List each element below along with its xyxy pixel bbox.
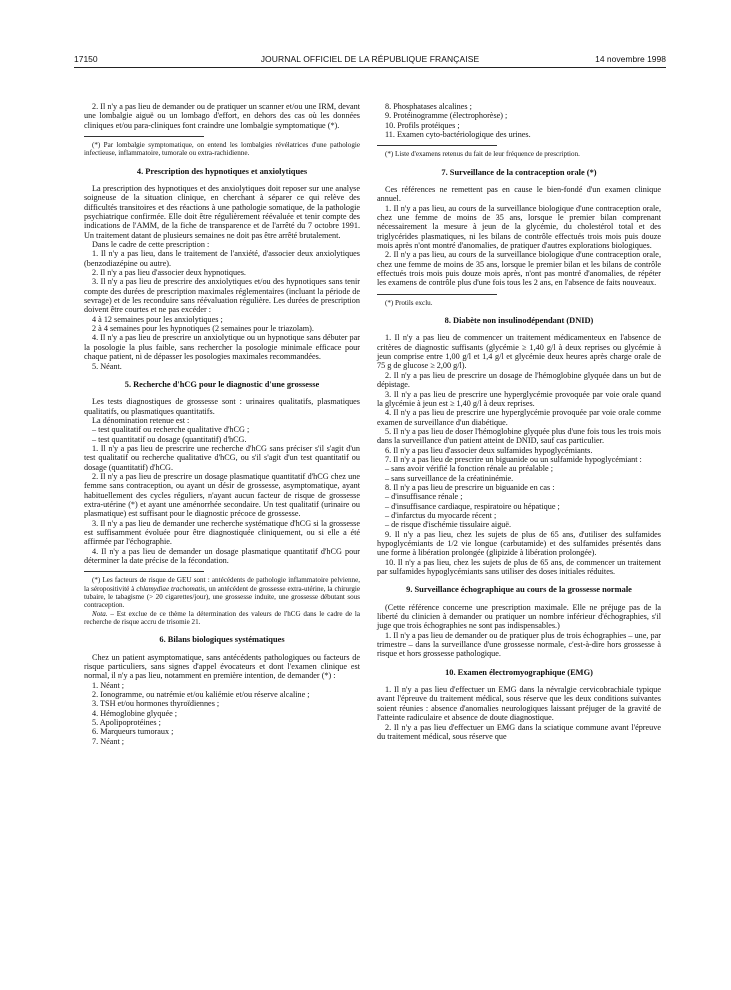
footnote-fragment: – Est exclue de ce thème la détermination des valeurs de l'hCG dans le cadre de la recherche de risque accru de trisomie 21. (84, 609, 360, 626)
list-item: 10. Profils protéiques ; (385, 120, 460, 130)
section-title: 6. Bilans biologiques systématiques (159, 635, 285, 645)
paragraph: 5. Néant. (92, 361, 122, 371)
section-title: 9. Surveillance échographique au cours de la grossesse normale (406, 585, 632, 595)
paragraph: 4 à 12 semaines pour les anxiolytiques ; (92, 314, 223, 324)
paragraph: – test qualitatif ou recherche qualitative d'hCG ; (92, 425, 250, 435)
paragraph: 8. Il n'y a pas lieu de prescrire un biguanide en cas : (385, 482, 555, 492)
footnote-text (84, 610, 360, 627)
paragraph: 9. Il n'y a pas lieu, chez les sujets de plus de 65 ans, d'utiliser des sulfamides hypoglycémiants de 1/2 vie longue (carbutamide) et des sulfamides présentés dans une forme à libération prolongée (glipizide à libération prolongée). (377, 529, 661, 558)
footnote-rule (84, 136, 204, 137)
paragraph: – de risque d'ischémie tissulaire aiguë. (385, 520, 512, 530)
section-title: 8. Diabète non insulinodépendant (DNID) (444, 316, 594, 326)
list-item: 7. Néant ; (92, 736, 125, 746)
paragraph: 1. Il n'y a pas lieu de prescrire une recherche d'hCG sans préciser s'il s'agit d'un test qualitatif ou recherche qualitative d'hCG, ou s'il s'agit d'un test quantitatif ou dosage (quantitatif) d'hCG. (84, 443, 360, 472)
footnote-italic: chlamydiae trachomatis (136, 584, 205, 593)
paragraph: Les tests diagnostiques de grossesse sont : urinaires qualitatifs, plasmatiques qualitatifs, ou plasmatiques quantitatifs. (84, 397, 360, 416)
paragraph: 1. Il n'y a pas lieu, dans le traitement de l'anxiété, d'associer deux anxiolytiques (benzodiazépine ou autre). (84, 249, 360, 268)
paragraph: Dans le cadre de cette prescription : (92, 240, 210, 250)
paragraph: 1. Il n'y a pas lieu, au cours de la surveillance biologique d'une contraception orale, chez une femme de moins de 35 ans, lorsque le premier bilan comprenant nécessairement la mesure à jeun de la glycémie, du cholestérol total et des triglycérides plasmatiques, ni les bilans de contrôle effectués trois mois puis douze mois après n'ont montré d'anomalies, de pratiquer d'autres explorations biologiques. (377, 203, 661, 251)
section-title: 5. Recherche d'hCG pour le diagnostic d'une grossesse (124, 379, 320, 389)
paragraph: – test quantitatif ou dosage (quantitatif) d'hCG. (92, 434, 247, 444)
section-title: 7. Surveillance de la contraception orale (*) (441, 167, 597, 177)
paragraph: 4. Il n'y a pas lieu de prescrire une hyperglycémie provoquée par voie orale comme examen de surveillance d'un diabétique. (377, 408, 661, 427)
paragraph: 3. Il n'y a pas lieu de prescrire des anxiolytiques et/ou des hypnotiques sans tenir compte des durées de prescription maximales réglementaires (incluant la période de sevrage) et de les reconduire sans réévaluation régulière. Les durées de prescription doivent être courtes et ne pas excéder : (84, 277, 360, 315)
paragraph: – d'insuffisance rénale ; (385, 492, 463, 502)
footnote-rule (377, 145, 497, 146)
paragraph: La prescription des hypnotiques et des anxiolytiques doit reposer sur une analyse soigneuse de la situation clinique, en cherchant à séparer ce qui relève des difficultés transitoires et des réactions à une pathologie somatique, de la pathologie psychiatrique confirmée. Elle doit être régulièrement réévaluée et tenir compte des indications de l'AMM, de la fiche de transparence et de l'arrêté du 7 octobre 1991. Un traitement datant de plusieurs semaines ne doit pas être arrêté brutalement. (84, 183, 360, 240)
paragraph: 5. Il n'y a pas lieu de doser l'hémoglobine glyquée plus d'une fois tous les trois mois dans la surveillance d'un patient atteint de DNID, sauf cas particulier. (377, 426, 661, 446)
paragraph: 2 à 4 semaines pour les hypnotiques (2 semaines pour le triazolam). (92, 324, 314, 334)
paragraph: 1. Il n'y a pas lieu de demander ou de pratiquer plus de trois échographies – une, par trimestre – dans la surveillance d'une grossesse normale, c'est-à-dire hors grossesse à risque et hors grossesse pathologique. (377, 630, 661, 659)
footnote-text: (*) Par lombalgie symptomatique, on entend les lombalgies révélatrices d'une pathologie infectieuse, inflammatoire, tumorale ou extra-rachidienne. (84, 141, 360, 158)
paragraph: 2. Il n'y a pas lieu de prescrire un dosage de l'hémoglobine glyquée dans un but de dépistage. (377, 370, 661, 390)
right-column (377, 102, 661, 741)
section-title: 4. Prescription des hypnotiques et anxiolytiques (136, 166, 308, 176)
paragraph: – sans surveillance de la créatininémie. (385, 473, 514, 483)
nota-label: Nota. (92, 609, 108, 618)
page-number: 17150 (74, 54, 98, 64)
list-item: 4. Hémoglobine glyquée ; (92, 708, 178, 718)
paragraph: 4. Il n'y a pas lieu de demander un dosage plasmatique quantitatif d'hCG pour déterminer la date précise de la fécondation. (84, 546, 360, 566)
list-item: 8. Phosphatases alcalines ; (385, 102, 472, 111)
paragraph: 3. Il n'y a pas lieu de prescrire une hyperglycémie provoquée par voie orale quand la glycémie à jeun est ≥ 1,40 g/l à deux reprises. (377, 389, 661, 408)
paragraph: Ces références ne remettent pas en cause le bien-fondé d'un examen clinique annuel. (377, 185, 661, 204)
list-item: 2. Ionogramme, ou natrémie et/ou kaliémie et/ou réserve alcaline ; (92, 689, 310, 699)
paragraph: Chez un patient asymptomatique, sans antécédents pathologiques ou facteurs de risque particuliers, sans signes d'appel évocateurs et dont l'examen clinique est normal, il n'y a pas lieu, notamment en première intention, de demander (*) : (84, 652, 360, 681)
footnote-text (84, 576, 360, 609)
list-item: 9. Protéinogramme (électrophorèse) ; (385, 111, 508, 121)
paragraph: (Cette référence concerne une prescription maximale. Elle ne préjuge pas de la liberté du clinicien à demander ou pratiquer un nombre inférieur d'échographies, s'il juge que trois échographies ne sont pas indispensables.) (377, 602, 661, 631)
footnote-rule (377, 294, 497, 295)
paragraph: 6. Il n'y a pas lieu d'associer deux sulfamides hypoglycémiants. (385, 445, 593, 455)
footnote (84, 141, 360, 158)
footnote-text: (*) Protils exclu. (385, 298, 433, 307)
paragraph: 3. Il n'y a pas lieu de demander une recherche systématique d'hCG si la grossesse est suffisamment évoluée pour être diagnostiquée cliniquement, ou si elle a été affirmée par l'échographie. (84, 518, 360, 547)
paragraph: 2. Il n'y a pas lieu d'effectuer un EMG dans la sciatique commune avant l'épreuve du traitement médical, sous réserve que (377, 722, 661, 741)
list-item: 6. Marqueurs tumoraux ; (92, 727, 174, 737)
footnote-text: (*) Liste d'examens retenus du fait de leur fréquence de prescription. (385, 150, 580, 159)
journal-title: JOURNAL OFFICIEL DE LA RÉPUBLIQUE FRANÇAISE (260, 54, 480, 64)
footnote-fragment: , un antécédent de grossesse extra-utérine, la chirurgie tubaire, le tabagisme (> 20 cigarettes/jour), une grossesse induite, une grossesse débutant sous contraception. (84, 584, 360, 610)
paragraph: 2. Il n'y a pas lieu de demander ou de pratiquer un scanner et/ou une IRM, devant une lombalgie aiguë ou un lombago d'effort, en dehors des cas où les données cliniques et/ou para-cliniques font craindre une lombalgie symptomatique (*). (84, 102, 360, 130)
list-item: 5. Apolipoprotéines ; (92, 717, 161, 727)
footnote-fragment: (*) Les facteurs de risque de GEU sont : antécédents de pathologie inflammatoire pelvienne, la séropositivité à (84, 576, 360, 593)
list-item: 11. Examen cyto-bactériologique des urines. (385, 130, 531, 140)
paragraph: 2. Il n'y a pas lieu d'associer deux hypnotiques. (92, 268, 246, 278)
paragraph: 10. Il n'y a pas lieu, chez les sujets de plus de 65 ans, de commencer un traitement par sulfamides hypoglycémiants sans utiliser des doses initiales réduites. (377, 557, 661, 577)
footnote (377, 150, 661, 158)
paragraph: 7. Il n'y a pas lieu de prescrire un biguanide ou un sulfamide hypoglycémiant : (385, 454, 642, 464)
paragraph: La dénomination retenue est : (92, 415, 190, 425)
paragraph: – sans avoir vérifié la fonction rénale au préalable ; (385, 464, 553, 474)
footnote-rule (84, 571, 204, 572)
paragraph: – d'insuffisance cardiaque, respiratoire ou hépatique ; (385, 501, 560, 511)
left-column (84, 102, 360, 746)
paragraph: 4. Il n'y a pas lieu de prescrire un anxiolytique ou un hypnotique sans débuter par la posologie la plus faible, sans rechercher la posologie minimale efficace pour chaque patient, ni de dépasser les posologies maximales recommandées. (84, 333, 360, 362)
footnote (84, 576, 360, 626)
publication-date: 14 novembre 1998 (595, 54, 666, 64)
paragraph: 1. Il n'y a pas lieu de commencer un traitement médicamenteux en l'absence de critères de diagnostic suffisants (glycémie ≥ 1,40 g/l à deux reprises ou glycémie à jeun comprise entre 1,00 g/l et 1,4 g/l et glycémie deux heures après charge orale de 75 g de glucose ≥ 2,00 g/l). (377, 333, 661, 371)
page-header (74, 52, 666, 66)
paragraph: 1. Il n'y a pas lieu d'effectuer un EMG dans la névralgie cervicobrachiale typique avant l'épreuve du traitement médical, sous réserve que les deux conditions suivantes soient réunies : absence d'anomalies neurologiques laissant préjuger de la gravité de l'atteinte radiculaire et absence de doute diagnostique. (377, 685, 661, 723)
paragraph: – d'infarctus du myocarde récent ; (385, 510, 497, 520)
paragraph: 2. Il n'y a pas lieu, au cours de la surveillance biologique d'une contraception orale, chez une femme de moins de 35 ans, lorsque le premier bilan et les bilans de contrôle effectués trois mois puis douze mois après, n'ont pas montré d'anomalies, de répéter les examens de contrôle plus d'une fois tous les 2 ans, en l'absence de faits nouveaux. (377, 250, 661, 288)
header-rule (74, 67, 666, 68)
list-item: 1. Néant ; (92, 680, 125, 690)
paragraph: 2. Il n'y a pas lieu de prescrire un dosage plasmatique quantitatif d'hCG chez une femme sans contraception, ou ayant un désir de grossesse, asymptomatique, ayant habituellement des cycles réguliers, n'ayant aucun facteur de risque de grossesse extra-utérine (*) et ayant une aménorrhée secondaire. Un test qualitatif (urinaire ou plasmatique) est suffisant pour le diagnostic précoce de grossesse. (84, 471, 360, 519)
footnote (377, 299, 661, 307)
section-title: 10. Examen électromyographique (EMG) (445, 667, 593, 677)
list-item: 3. TSH et/ou hormones thyroïdiennes ; (92, 699, 220, 709)
